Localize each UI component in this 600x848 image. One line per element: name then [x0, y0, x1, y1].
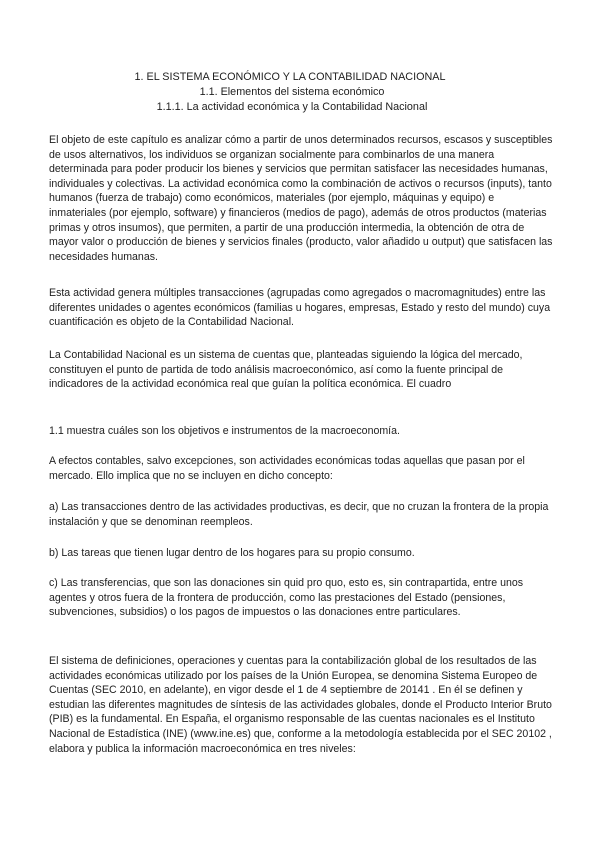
paragraph-economic-activities: A efectos contables, salvo excepciones, son actividades económicas todas aquellas que pasan por el mercado. Ello implica que no se incluyen en dicho concepto:	[49, 455, 525, 482]
list-item-c: c) Las transferencias, que son las donaciones sin quid pro quo, esto es, sin contrapartida, entre unos agentes y otros fuera de la frontera de producción, como las prestaciones del Estado (pensiones, subvenciones, subsidios) o los pagos de impuestos o las donaciones entre particulares.	[49, 577, 524, 619]
list-item-b: b) Las tareas que tienen lugar dentro de los hogares para su propio consumo.	[49, 547, 415, 559]
paragraph-table-reference: 1.1 muestra cuáles son los objetivos e instrumentos de la macroeconomía.	[49, 425, 400, 437]
chapter-title: 1. EL SISTEMA ECONÓMICO Y LA CONTABILIDAD NACIONAL	[134, 71, 446, 83]
subsection-title: 1.1.1. La actividad económica y la Contabilidad Nacional	[156, 101, 428, 114]
paragraph-intro: El objeto de este capítulo es analizar cómo a partir de unos determinados recursos, escasos y susceptibles de usos alternativos, los individuos se organizan socialmente para combinarlos de una manera determinada para poder producir los bienes y servicios que permitan satisfacer las necesidades humanas, individuales y colectivas. La actividad económica como la combinación de activos o recursos (inputs), tanto humanos (fuerza de trabajo) como económicos, materiales (por ejemplo, máquinas y equipo) e inmateriales (por ejemplo, software) y financieros (medios de pago), además de otros productos (materias primas y otros insumos), que permiten, a partir de una producción intermedia, la obtención de otra de mayor valor o producción de bienes y servicios finales (producto, valor añadido u output) que satisfacen las necesidades humanas.	[49, 134, 553, 263]
section-title: 1.1. Elementos del sistema económico	[199, 86, 385, 99]
paragraph-transactions: Esta actividad genera múltiples transacciones (agrupadas como agregados o macromagnitudes) entre las diferentes unidades o agentes económicos (familias u hogares, empresas, Estado y resto del mundo) cuya cuantificación es objeto de la Contabilidad Nacional.	[49, 287, 551, 329]
paragraph-sec-2010: El sistema de definiciones, operaciones y cuentas para la contabilización global de los resultados de las actividades económicas utilizado por los países de la Unión Europea, se denomina Sistema Europeo de Cuentas (SEC 2010, en adelante), en vigor desde el 1 de 4 septiembre de 20141 . En él se definen y estudian las diferentes magnitudes de síntesis de las actividades globales, donde el Producto Interior Bruto (PIB) es la fundamental. En España, el organismo responsable de las cuentas nacionales es el Instituto Nacional de Estadística (INE) (www.ine.es) que, conforme a la metodología establecida por el SEC 20102 , elabora y publica la información macroeconómica en tres niveles:	[49, 655, 552, 755]
paragraph-national-accounts: La Contabilidad Nacional es un sistema de cuentas que, planteadas siguiendo la lógica del mercado, constituyen el punto de partida de todo análisis macroeconómico, así como la fuente principal de indicadores de la actividad económica real que guían la política económica. El cuadro	[49, 349, 523, 391]
heading-block	[0, 70, 600, 116]
list-item-a: a) Las transacciones dentro de las actividades productivas, es decir, que no cruzan la frontera de la propia instalación y que se denominan reempleos.	[49, 501, 549, 528]
